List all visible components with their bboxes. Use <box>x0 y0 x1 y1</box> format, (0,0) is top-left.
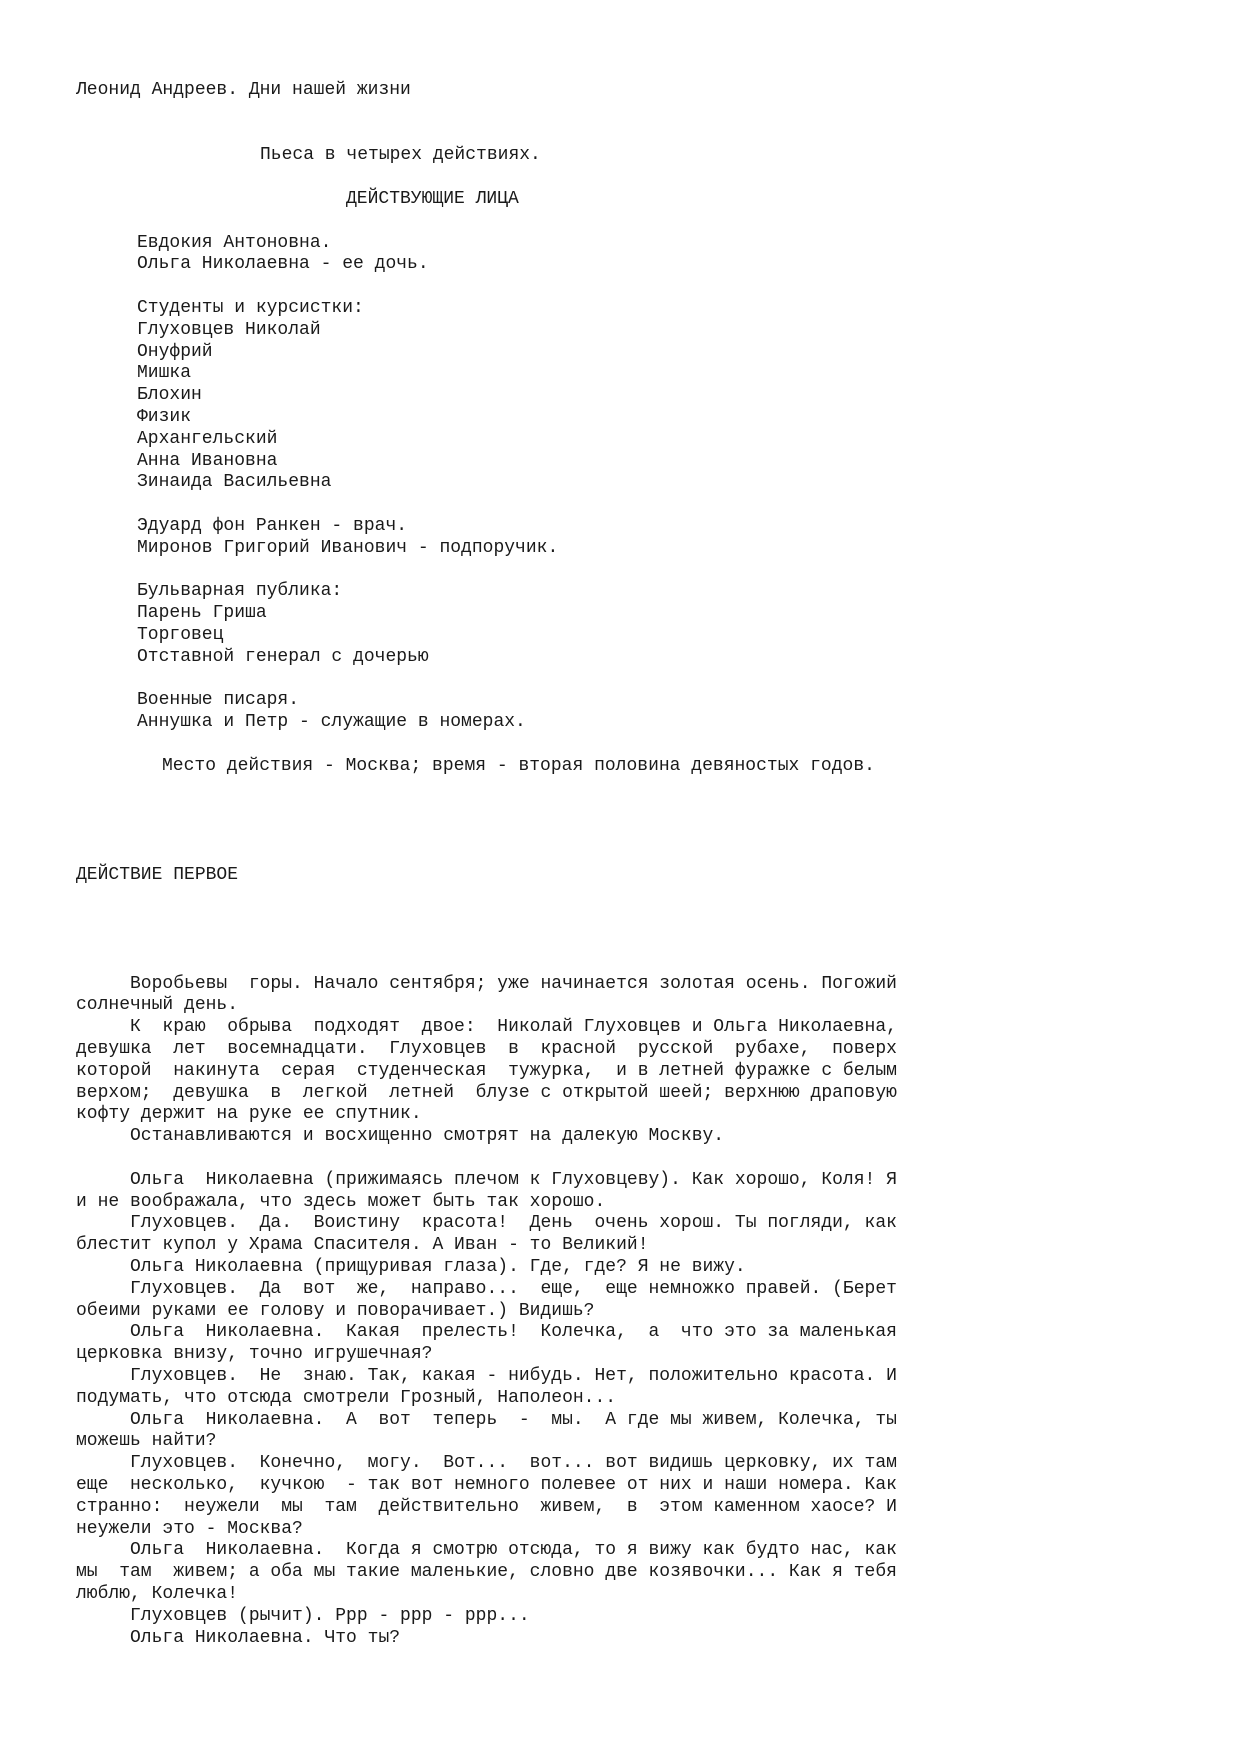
text-line: Ольга Николаевна. Что ты? <box>76 1627 401 1648</box>
text-line: Воробьевы горы. Начало сентября; уже начинается золотая осень. Погожий <box>76 973 897 994</box>
text-line: странно: неужели мы там действительно живем, в этом каменном хаосе? И <box>76 1496 897 1517</box>
text-line: еще несколько, кучкою - так вот немного полевее от них и наши номера. Как <box>76 1475 897 1495</box>
cast-entry: Глуховцев Николай <box>137 319 321 340</box>
text-line: верхом; девушка в легкой летней блузе с открытой шеей; верхнюю драповую <box>76 1082 897 1103</box>
cast-entry: Отставной генерал с дочерью <box>137 646 429 667</box>
text-line: обеими руками ее голову и поворачивает.) Видишь? <box>76 1300 595 1321</box>
act-heading: ДЕЙСТВИЕ ПЕРВОЕ <box>76 864 239 885</box>
text-line: неужели это - Москва? <box>76 1518 303 1539</box>
cast-entry: Эдуард фон Ранкен - врач. <box>137 515 408 536</box>
text-line: мы там живем; а оба мы такие маленькие, словно две козявочки... Как я тебя <box>76 1562 897 1583</box>
text-line: девушка лет восемнадцати. Глуховцев в красной русской рубахе, поверх <box>76 1039 897 1060</box>
text-line: Останавливаются и восхищенно смотрят на далекую Москву. <box>76 1126 725 1147</box>
cast-entry: Миронов Григорий Иванович - подпоручик. <box>137 537 559 558</box>
cast-heading: ДЕЙСТВУЮЩИЕ ЛИЦА <box>346 188 519 209</box>
cast-entry: Анна Ивановна <box>137 450 278 471</box>
text-line: Ольга Николаевна. Какая прелесть! Колечка, а что это за маленькая <box>76 1322 897 1343</box>
cast-entry: Парень Гриша <box>137 603 267 624</box>
document-page <box>76 80 1176 1649</box>
text-line: люблю, Колечка! <box>76 1583 239 1604</box>
text-line: кофту держит на руке ее спутник. <box>76 1104 422 1125</box>
cast-entry: Онуфрий <box>137 341 213 362</box>
cast-entry: Аннушка и Петр - служащие в номерах. <box>137 712 526 733</box>
text-line: К краю обрыва подходят двое: Николай Глуховцев и Ольга Николаевна, <box>76 1017 897 1038</box>
cast-entry: Архангельский <box>137 428 278 449</box>
text-line: и не воображала, что здесь может быть так хорошо. <box>76 1191 606 1212</box>
text-line: Ольга Николаевна (прижимаясь плечом к Глуховцеву). Как хорошо, Коля! Я <box>76 1169 897 1190</box>
author-title: Леонид Андреев. Дни нашей жизни <box>76 80 411 100</box>
text-line: можешь найти? <box>76 1431 217 1452</box>
text-line: Глуховцев. Да. Воистину красота! День очень хорош. Ты погляди, как <box>76 1213 897 1234</box>
cast-entry: Мишка <box>137 363 192 384</box>
subtitle: Пьеса в четырех действиях. <box>260 145 541 166</box>
cast-entry: Физик <box>137 406 192 427</box>
text-line: которой накинута серая студенческая тужурка, и в летней фуражке с белым <box>76 1060 897 1081</box>
cast-group-title: Бульварная публика: <box>137 581 343 602</box>
text-line: Ольга Николаевна. А вот теперь - мы. А где мы живем, Колечка, ты <box>76 1409 897 1430</box>
cast-entry: Военные писаря. <box>137 690 300 711</box>
text-line: блестит купол у Храма Спасителя. А Иван - то Великий! <box>76 1235 649 1256</box>
cast-entry: Евдокия Антоновна. <box>137 232 332 253</box>
text-line: солнечный день. <box>76 995 239 1016</box>
text-line: Глуховцев (рычит). Ррр - ррр - ррр... <box>76 1605 530 1626</box>
cast-group-title: Студенты и курсистки: <box>137 297 364 318</box>
text-line: Ольга Николаевна (прищуривая глаза). Где, где? Я не вижу. <box>76 1257 746 1278</box>
text-line: Глуховцев. Конечно, могу. Вот... вот... вот видишь церковку, их там <box>76 1453 897 1474</box>
cast-entry: Торговец <box>137 624 224 645</box>
cast-entry: Зинаида Васильевна <box>137 472 332 493</box>
text-line: Глуховцев. Не знаю. Так, какая - нибудь. Нет, положительно красота. И <box>76 1366 897 1387</box>
text-line: церковка внизу, точно игрушечная? <box>76 1344 433 1365</box>
cast-entry: Ольга Николаевна - ее дочь. <box>137 254 429 275</box>
text-line: Глуховцев. Да вот же, направо... еще, еще немножко правей. (Берет <box>76 1278 897 1299</box>
text-line: подумать, что отсюда смотрели Грозный, Наполеон... <box>76 1387 617 1408</box>
setting-line: Место действия - Москва; время - вторая половина девяностых годов. <box>162 755 875 776</box>
cast-entry: Блохин <box>137 385 202 406</box>
text-line: Ольга Николаевна. Когда я смотрю отсюда, то я вижу как будто нас, как <box>76 1540 897 1561</box>
